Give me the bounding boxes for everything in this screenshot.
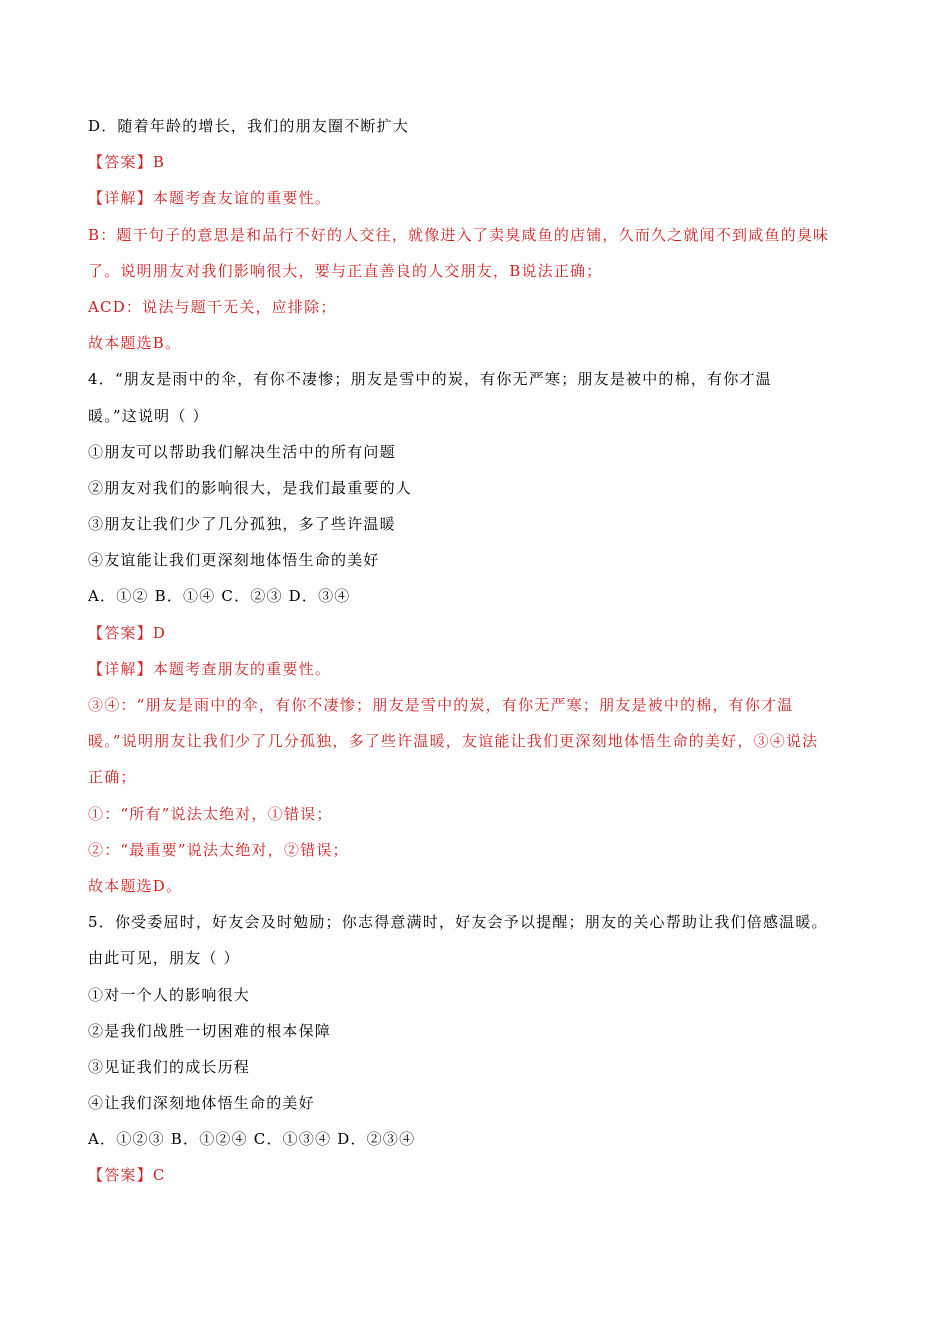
q4-stem-1: 4．“朋友是雨中的伞，有你不凄惨；朋友是雪中的炭，有你无严寒；朋友是被中的棉，有你才温 [88,370,772,389]
explain-text: 本题考查友谊的重要性。 [152,189,332,208]
q5-answer [88,1157,868,1193]
q4-conclusion: 故本题选D。 [88,876,183,895]
answer-value: B [152,153,166,172]
document-page [88,108,868,1194]
answer-value: C [152,1166,166,1185]
q5-item-1: ①对一个人的影响很大 [88,985,251,1004]
q5-item-4: ④让我们深刻地体悟生命的美好 [88,1094,315,1113]
q5-stem-2: 由此可见，朋友（ ） [88,949,240,968]
q4-answer [88,615,868,651]
answer-label: 【答案】 [88,623,153,642]
q3-conclusion: 故本题选B。 [88,334,182,353]
q4-choices: A．①② B．①④ C．②③ D．③④ [88,587,351,606]
q3-detail-3: ACD：说法与题干无关，应排除； [88,297,337,316]
q4-detail-2: 暖。”说明朋友让我们少了几分孤独，多了些许温暖，友谊能让我们更深刻地体悟生命的美好，③④说法 [88,732,819,751]
explain-label: 【详解】 [88,189,153,208]
q4-detail-4: ①：“所有”说法太绝对，①错误； [88,804,333,823]
answer-label: 【答案】 [88,1166,153,1185]
q4-item-1: ①朋友可以帮助我们解决生活中的所有问题 [88,442,396,461]
q3-detail-1: B：题干句子的意思是和品行不好的人交往，就像进入了卖臭咸鱼的店铺，久而久之就闻不到咸鱼的臭味 [88,225,830,244]
q5-item-3: ③见证我们的成长历程 [88,1057,251,1076]
q4-item-3: ③朋友让我们少了几分孤独，多了些许温暖 [88,515,396,534]
answer-value: D [152,623,167,642]
q4-detail-3: 正确； [88,768,137,787]
explain-text: 本题考查朋友的重要性。 [152,659,332,678]
q4-item-2: ②朋友对我们的影响很大，是我们最重要的人 [88,478,413,497]
q3-explain [88,180,868,216]
q4-stem-2: 暖。”这说明（ ） [88,406,209,425]
explain-label: 【详解】 [88,659,153,678]
q5-choices: A．①②③ B．①②④ C．①③④ D．②③④ [88,1130,416,1149]
q3-detail-2: 了。说明朋友对我们影响很大，要与正直善良的人交朋友，B说法正确； [88,261,603,280]
answer-label: 【答案】 [88,153,153,172]
q3-option-d: D．随着年龄的增长，我们的朋友圈不断扩大 [88,117,410,135]
q4-item-4: ④友谊能让我们更深刻地体悟生命的美好 [88,551,380,570]
q5-item-2: ②是我们战胜一切困难的根本保障 [88,1021,332,1040]
q3-answer [88,144,868,180]
q4-explain [88,651,868,687]
q5-stem-1: 5．你受委屈时，好友会及时勉励；你志得意满时，好友会予以提醒；朋友的关心帮助让我们倍感温暖。 [88,913,828,932]
q4-detail-1: ③④：“朋友是雨中的伞，有你不凄惨；朋友是雪中的炭，有你无严寒；朋友是被中的棉，有你才温 [88,696,794,714]
q4-detail-5: ②：“最重要”说法太绝对，②错误； [88,840,349,859]
